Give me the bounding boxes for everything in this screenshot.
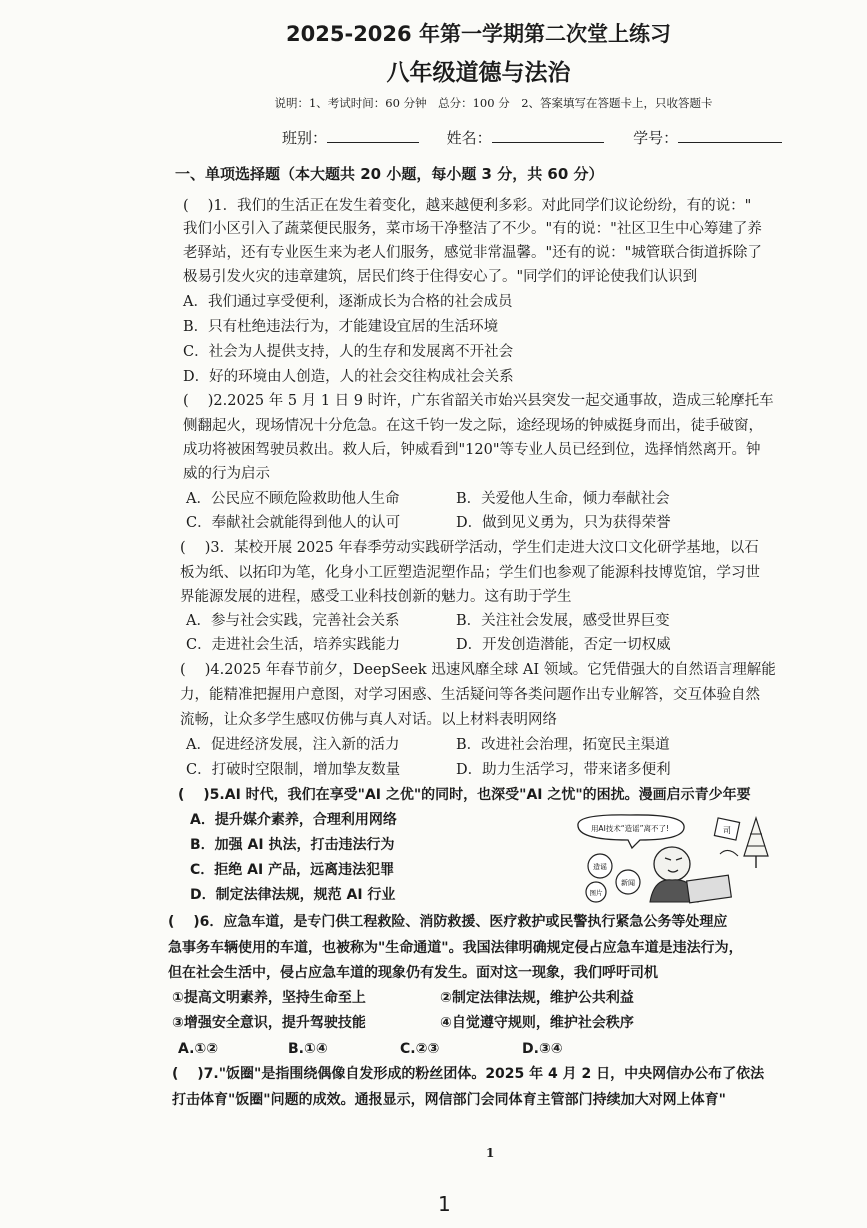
- q1-line-2: 我们小区引入了蔬菜便民服务，菜市场干净整洁了不少。"有的说："社区卫生中心筹建了养: [183, 221, 762, 237]
- q6-line-1: ( )6．应急车道，是专门供工程救险、消防救援、医疗救护或民警执行紧急公务等处理应: [168, 914, 728, 930]
- q3-option-b: B．关注社会发展，感受世界巨变: [456, 613, 670, 629]
- name-label: 姓名：: [446, 129, 492, 147]
- q5-line-1: ( )5.AI 时代，我们在享受"AI 之优"的同时，也深受"AI 之忧"的困扰。漫画启示青少年要: [178, 787, 751, 803]
- q6-statement-1: ①提高文明素养，坚持生命至上: [172, 990, 366, 1006]
- q2-option-d: D．做到见义勇为，只为获得荣誉: [456, 515, 671, 531]
- cartoon-tag-1: 造谣: [593, 863, 607, 871]
- cartoon-laptop: [687, 875, 732, 903]
- q3-option-a: A．参与社会实践，完善社会关系: [186, 613, 400, 629]
- q2-line-1: ( )2.2025 年 5 月 1 日 9 时许，广东省韶关市始兴县突发一起交通事故，造成三轮摩托车: [183, 393, 774, 409]
- class-field[interactable]: [327, 128, 419, 143]
- q2-option-a: A．公民应不顾危险救助他人生命: [186, 491, 400, 507]
- q6-option-a: A.①②: [178, 1041, 219, 1057]
- q4-option-a: A．促进经济发展，注入新的活力: [186, 737, 400, 753]
- cartoon-tree: [744, 818, 768, 856]
- q5-option-d: D．制定法律法规，规范 AI 行业: [190, 887, 396, 903]
- q6-option-b: B.①④: [288, 1041, 328, 1057]
- q2-line-4: 威的行为启示: [183, 466, 270, 482]
- class-label: 班别：: [282, 129, 328, 147]
- q5-option-a: A．提升媒介素养，合理利用网络: [190, 812, 397, 828]
- q6-option-c: C.②③: [400, 1041, 440, 1057]
- q6-option-d: D.③④: [522, 1041, 563, 1057]
- q2-line-3: 成功将被困驾驶员救出。救人后，钟威看到"120"等专业人员已经到位，选择悄然离开。钟: [183, 442, 761, 458]
- student-id-label: 学号：: [633, 129, 679, 147]
- ai-rumor-cartoon: [570, 812, 775, 904]
- exam-title: 2025-2026 年第一学期第二次堂上练习: [286, 22, 671, 46]
- q3-line-2: 板为纸、以拓印为笔，化身小工匠塑造泥塑作品；学生们也参观了能源科技博览馆，学习世: [180, 565, 760, 581]
- q4-option-b: B．改进社会治理，拓宽民主渠道: [456, 737, 670, 753]
- q6-statement-2: ②制定法律法规，维护公共利益: [440, 990, 634, 1006]
- page-number: 1: [438, 1192, 451, 1216]
- q4-line-1: ( )4.2025 年春节前夕，DeepSeek 迅速风靡全球 AI 领域。它凭借强大的自然语言理解能: [180, 662, 776, 678]
- q4-line-2: 力，能精准把握用户意图，对学习困惑、生活疑问等各类问题作出专业解答，交互体验自然: [180, 687, 760, 703]
- q1-option-d: D．好的环境由人创造，人的社会交往构成社会关系: [183, 369, 514, 385]
- q1-option-a: A．我们通过享受便利，逐渐成长为合格的社会成员: [183, 294, 513, 310]
- q6-statement-4: ④自觉遵守规则，维护社会秩序: [440, 1015, 634, 1031]
- cartoon-head: [654, 847, 690, 881]
- student-id-field[interactable]: [678, 128, 782, 143]
- cartoon-tag-4: 司: [723, 826, 731, 835]
- q2-line-2: 侧翻起火，现场情况十分危急。在这千钧一发之际，途经现场的钟威挺身而出，徒手破窗，: [183, 418, 763, 434]
- q4-option-d: D．助力生活学习，带来诸多便利: [456, 762, 671, 778]
- student-info-row: [282, 127, 782, 148]
- q6-line-2: 急事务车辆使用的车道，也被称为"生命通道"。我国法律明确规定侵占应急车道是违法行为，: [168, 940, 743, 956]
- q6-line-3: 但在社会生活中，侵占应急车道的现象仍有发生。面对这一现象，我们呼吁司机: [168, 965, 658, 981]
- q1-option-b: B．只有杜绝违法行为，才能建设宜居的生活环境: [183, 319, 499, 335]
- q1-line-4: 极易引发火灾的违章建筑，居民们终于住得安心了。"同学们的评论使我们认识到: [183, 269, 698, 285]
- q4-line-3: 流畅，让众多学生感叹仿佛与真人对话。以上材料表明网络: [180, 712, 557, 728]
- q1-option-c: C．社会为人提供支持，人的生存和发展离不开社会: [183, 344, 514, 360]
- page-number-small: 1: [486, 1146, 495, 1160]
- subject-title: 八年级道德与法治: [386, 60, 571, 86]
- q5-option-c: C．拒绝 AI 产品，远离违法犯罪: [190, 862, 395, 878]
- q4-option-c: C．打破时空限制，增加挚友数量: [186, 762, 401, 778]
- cartoon-tag-3: 图片: [589, 889, 603, 897]
- q3-line-1: ( )3．某校开展 2025 年春季劳动实践研学活动，学生们走进大汶口文化研学基地，以石: [180, 540, 759, 556]
- q2-option-b: B．关爱他人生命，倾力奉献社会: [456, 491, 670, 507]
- q7-line-1: ( )7."饭圈"是指围绕偶像自发形成的粉丝团体。2025 年 4 月 2 日，中央网信办公布了依法: [172, 1066, 765, 1082]
- q3-line-3: 界能源发展的进程，感受工业科技创新的魅力。这有助于学生: [180, 589, 572, 605]
- section-1-title: 一、单项选择题（本大题共 20 小题，每小题 3 分，共 60 分）: [175, 165, 604, 183]
- q3-option-c: C．走进社会生活，培养实践能力: [186, 637, 401, 653]
- cartoon-tag-2: 新闻: [621, 879, 635, 887]
- cartoon-caption: 用AI技术“造谣”离不了!: [590, 824, 670, 833]
- q5-option-b: B．加强 AI 执法，打击违法行为: [190, 837, 395, 853]
- q1-line-1: ( )1．我们的生活正在发生着变化，越来越便利多彩。对此同学们议论纷纷，有的说：": [183, 198, 752, 214]
- q6-statement-3: ③增强安全意识，提升驾驶技能: [172, 1015, 366, 1031]
- q1-line-3: 老驿站，还有专业医生来为老人们服务，感觉非常温馨。"还有的说："城管联合街道拆除了: [183, 245, 762, 261]
- name-field[interactable]: [492, 128, 604, 143]
- q2-option-c: C．奉献社会就能得到他人的认可: [186, 515, 401, 531]
- q7-line-2: 打击体育"饭圈"问题的成效。通报显示，网信部门会同体育主管部门持续加大对网上体育": [172, 1092, 726, 1108]
- exam-instructions: 说明：1、考试时间：60 分钟 总分：100 分 2、答案填写在答题卡上，只收答题卡: [274, 96, 713, 110]
- q3-option-d: D．开发创造潜能，否定一切权威: [456, 637, 671, 653]
